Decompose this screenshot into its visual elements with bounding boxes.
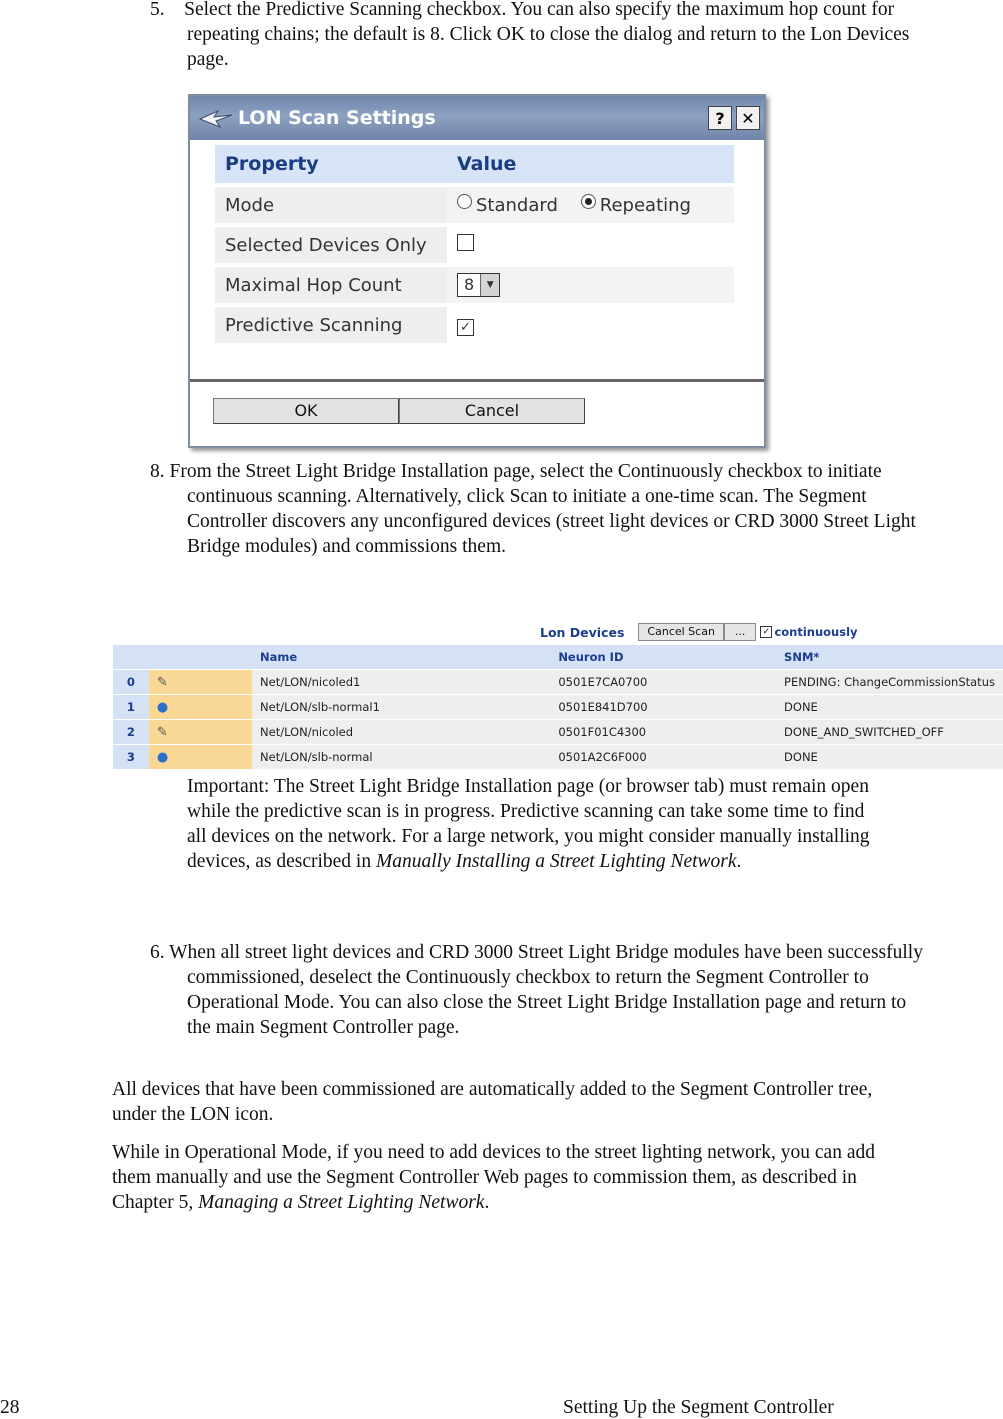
col-name: Name	[252, 645, 550, 670]
chapter-5-reference: Managing a Street Lighting Network	[198, 1192, 485, 1213]
table-row[interactable]: 1 ● Net/LON/slb-normal1 0501E841D700 DONE	[113, 695, 1003, 720]
ok-button[interactable]: OK	[213, 398, 399, 424]
paragraph-operational-mode: While in Operational Mode, if you need to add devices to the street lighting network, you can add them manually and use the Segment Controller Web pages to commission them, as described in Chapter 5, Managing a Street Lighting Network.	[112, 1142, 875, 1213]
selected-devices-label: Selected Devices Only	[215, 227, 447, 263]
hop-count-label: Maximal Hop Count	[215, 267, 447, 303]
continuously-checkbox[interactable]: ✓	[760, 626, 772, 638]
table-row[interactable]: 0 ✎ Net/LON/nicoled1 0501E7CA0700 PENDING: ChangeCommissionStatus	[113, 670, 1003, 695]
more-button[interactable]: ...	[724, 623, 757, 641]
dialog-divider	[190, 379, 764, 382]
repeating-label: Repeating	[599, 195, 691, 216]
step-6: 6. When all street light devices and CRD 3000 Street Light Bridge modules have been successfully commissioned, deselect the Continuously checkbox to return the Segment Controller to Operational Mode. You can also close the Street Light Bridge Installation page and return to the main Segment Controller page.	[150, 942, 923, 1038]
row-selected-devices	[215, 227, 734, 263]
manual-install-reference: Manually Installing a Street Lighting Network	[375, 851, 737, 872]
mode-value	[447, 187, 734, 223]
close-button[interactable]: ✕	[736, 106, 760, 130]
col-neuron-id: Neuron ID	[550, 645, 776, 670]
hop-count-value: 8	[458, 274, 480, 296]
help-button[interactable]: ?	[708, 106, 732, 130]
table-row[interactable]: 3 ● Net/LON/slb-normal 0501A2C6F000 DONE	[113, 745, 1003, 770]
lon-devices-toolbar	[540, 622, 858, 642]
properties-table	[215, 141, 734, 347]
predictive-scanning-checkbox[interactable]: ✓	[457, 319, 474, 336]
lon-scan-settings-dialog	[188, 94, 766, 448]
row-mode	[215, 187, 734, 223]
cancel-button[interactable]: Cancel	[399, 398, 585, 424]
header-property: Property	[215, 145, 447, 183]
table-row[interactable]: 2 ✎ Net/LON/nicoled 0501F01C4300 DONE_AND_SWITCHED_OFF	[113, 720, 1003, 745]
bridge-module-icon: ●	[156, 699, 169, 715]
important-note: Important: The Street Light Bridge Installation page (or browser tab) must remain open while the predictive scan is in progress. Predictive scanning can take some time to find all devices on the network. For a large network, you might consider manually installing devices, as described in Manually Installing a Street Lighting Network.	[187, 776, 870, 872]
page-number: 28	[0, 1397, 20, 1418]
step-5: 5. Select the Predictive Scanning checkbox. You can also specify the maximum hop count for repeating chains; the default is 8. Click OK to close the dialog and return to the Lon Devices page.	[150, 0, 910, 70]
lon-devices-title: Lon Devices	[540, 624, 625, 640]
bridge-module-icon: ●	[156, 749, 169, 765]
row-predictive-scanning	[215, 307, 734, 343]
footer-section-title: Setting Up the Segment Controller	[563, 1397, 834, 1418]
mode-label: Mode	[215, 187, 447, 223]
selected-devices-checkbox[interactable]	[457, 234, 474, 251]
chevron-down-icon: ▼	[480, 274, 499, 296]
dialog-title-bar	[190, 96, 764, 140]
repeating-radio[interactable]	[581, 194, 596, 209]
cancel-scan-button[interactable]: Cancel Scan	[638, 623, 724, 641]
street-light-icon: ✎	[156, 674, 168, 690]
standard-radio[interactable]	[457, 194, 472, 209]
dialog-title: LON Scan Settings	[238, 107, 436, 129]
continuously-label: continuously	[774, 625, 858, 639]
col-snm: SNM*	[776, 645, 1003, 670]
paragraph-commissioned: All devices that have been commissioned are automatically added to the Segment Controller tree, under the LON icon.	[112, 1079, 873, 1125]
street-light-icon: ✎	[156, 724, 168, 740]
standard-label: Standard	[476, 195, 558, 216]
app-logo-icon	[198, 107, 234, 129]
predictive-scanning-label: Predictive Scanning	[215, 307, 447, 343]
hop-count-select[interactable]	[457, 273, 500, 297]
header-value: Value	[447, 145, 734, 183]
row-hop-count	[215, 267, 734, 303]
table-header	[113, 645, 1003, 670]
lon-devices-table	[113, 645, 1003, 770]
step-8: 8. From the Street Light Bridge Installation page, select the Continuously checkbox to initiate continuous scanning. Alternatively, click Scan to initiate a one-time scan. The Segment Controller discovers any unconfigured devices (street light devices or CRD 3000 Street Light Bridge modules) and commissions them.	[150, 461, 916, 557]
